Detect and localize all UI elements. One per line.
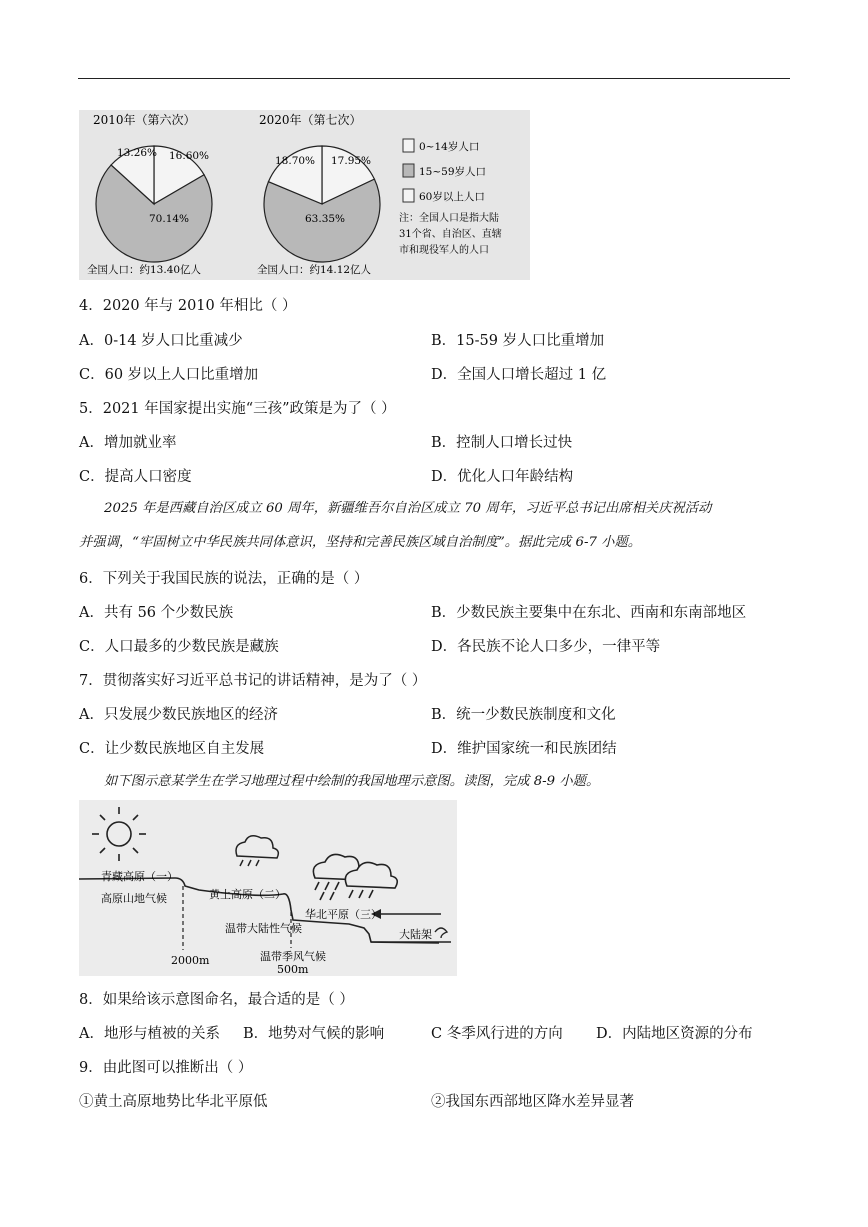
note-line-3: 市和现役军人的人口 xyxy=(399,245,489,256)
pie-charts-svg xyxy=(79,110,530,280)
terrain-profile-figure xyxy=(79,800,457,976)
passage-6-7-line-2: 并强调，“牢固树立中华民族共同体意识，坚持和完善民族区域自治制度”。据此完成 6-7 小题。 xyxy=(79,535,642,550)
q6-option-a[interactable]: A．共有 56 个少数民族 xyxy=(79,605,234,621)
label-monsoon-climate: 温带季风气候 xyxy=(260,950,326,963)
label-north-china-plain: 华北平原（三） xyxy=(305,908,382,921)
q6-option-d[interactable]: D．各民族不论人口多少，一律平等 xyxy=(431,639,661,655)
legend-label-60plus: 60岁以上人口 xyxy=(419,191,485,203)
q7-stem: 7．贯彻落实好习近平总书记的讲话精神，是为了（ ） xyxy=(79,673,427,689)
q8-option-d[interactable]: D．内陆地区资源的分布 xyxy=(596,1026,753,1042)
q8-option-c[interactable]: C 冬季风行进的方向 xyxy=(431,1026,563,1042)
label-continental-climate: 温带大陆性气候 xyxy=(225,922,302,935)
label-2000m: 2000m xyxy=(171,954,210,967)
q9-option-2[interactable]: ②我国东西部地区降水差异显著 xyxy=(431,1094,634,1110)
label-qinghai-plateau: 青藏高原（一） xyxy=(101,870,178,883)
rain-cloud-large-icon xyxy=(313,854,397,900)
label-plateau-climate: 高原山地气候 xyxy=(101,892,167,905)
q5-option-c[interactable]: C．提高人口密度 xyxy=(79,469,192,485)
q8-option-a[interactable]: A．地形与植被的关系 xyxy=(79,1026,220,1042)
label-loess-plateau: 黄土高原（二） xyxy=(209,888,286,901)
legend-label-0-14: 0~14岁人口 xyxy=(419,141,480,153)
q5-option-b[interactable]: B．控制人口增长过快 xyxy=(431,435,573,451)
passage-6-7-line-1: 2025 年是西藏自治区成立 60 周年，新疆维吾尔自治区成立 70 周年，习近平总书记出席相关庆祝活动 xyxy=(104,501,712,516)
pie-1 xyxy=(96,146,212,262)
q7-option-b[interactable]: B．统一少数民族制度和文化 xyxy=(431,707,616,723)
q9-option-1[interactable]: ①黄土高原地势比华北平原低 xyxy=(79,1094,268,1110)
legend-swatch-15-59 xyxy=(403,164,414,177)
note-line-2: 31个省、自治区、直辖 xyxy=(399,229,502,240)
note-line-1: 注：全国人口是指大陆 xyxy=(399,213,499,224)
q4-stem: 4．2020 年与 2010 年相比（ ） xyxy=(79,298,297,314)
legend-swatch-60plus xyxy=(403,189,414,202)
pie-1-label-2: 70.14% xyxy=(149,213,190,225)
q5-option-a[interactable]: A．增加就业率 xyxy=(79,435,177,451)
legend-swatch-0-14 xyxy=(403,139,414,152)
legend-label-15-59: 15~59岁人口 xyxy=(419,166,487,178)
pie-1-footnote: 全国人口：约13.40亿人 xyxy=(87,264,202,276)
q9-stem: 9．由此图可以推断出（ ） xyxy=(79,1060,253,1076)
q5-option-d[interactable]: D．优化人口年龄结构 xyxy=(431,469,574,485)
q7-option-c[interactable]: C．让少数民族地区自主发展 xyxy=(79,741,265,757)
q7-option-d[interactable]: D．维护国家统一和民族团结 xyxy=(431,741,617,757)
q4-option-c[interactable]: C．60 岁以上人口比重增加 xyxy=(79,367,259,383)
label-500m: 500m xyxy=(277,963,309,976)
q7-option-a[interactable]: A．只发展少数民族地区的经济 xyxy=(79,707,278,723)
q6-option-c[interactable]: C．人口最多的少数民族是藏族 xyxy=(79,639,279,655)
pie-2-label-3: 18.70% xyxy=(275,155,316,167)
terrain-profile-svg xyxy=(79,800,457,976)
q6-option-b[interactable]: B．少数民族主要集中在东北、西南和东南部地区 xyxy=(431,605,747,621)
wave-icon xyxy=(435,928,447,938)
passage-8-9: 如下图示意某学生在学习地理过程中绘制的我国地理示意图。读图，完成 8-9 小题。 xyxy=(104,774,600,789)
pie-2 xyxy=(264,146,380,262)
q8-option-b[interactable]: B．地势对气候的影响 xyxy=(243,1026,385,1042)
sun-icon xyxy=(92,807,146,861)
q4-option-b[interactable]: B．15-59 岁人口比重增加 xyxy=(431,333,605,349)
label-continental-shelf: 大陆架 xyxy=(399,928,432,941)
q4-option-a[interactable]: A．0-14 岁人口比重减少 xyxy=(79,333,243,349)
pie-2-footnote: 全国人口：约14.12亿人 xyxy=(257,264,372,276)
pie-2-label-1: 17.95% xyxy=(331,155,372,167)
q5-stem: 5．2021 年国家提出实施“三孩”政策是为了（ ） xyxy=(79,401,396,417)
q8-stem: 8．如果给该示意图命名，最合适的是（ ） xyxy=(79,992,354,1008)
pie-2-title: 2020年（第七次） xyxy=(259,113,362,127)
rain-cloud-small-icon xyxy=(236,836,278,866)
pie-1-title: 2010年（第六次） xyxy=(93,113,196,127)
pie-1-label-1: 16.60% xyxy=(169,150,210,162)
header-rule xyxy=(78,78,790,79)
population-pie-figure xyxy=(79,110,530,280)
q4-option-d[interactable]: D．全国人口增长超过 1 亿 xyxy=(431,367,607,383)
pie-2-label-2: 63.35% xyxy=(305,213,346,225)
q6-stem: 6．下列关于我国民族的说法，正确的是（ ） xyxy=(79,571,369,587)
pie-1-label-3: 13.26% xyxy=(117,147,158,159)
